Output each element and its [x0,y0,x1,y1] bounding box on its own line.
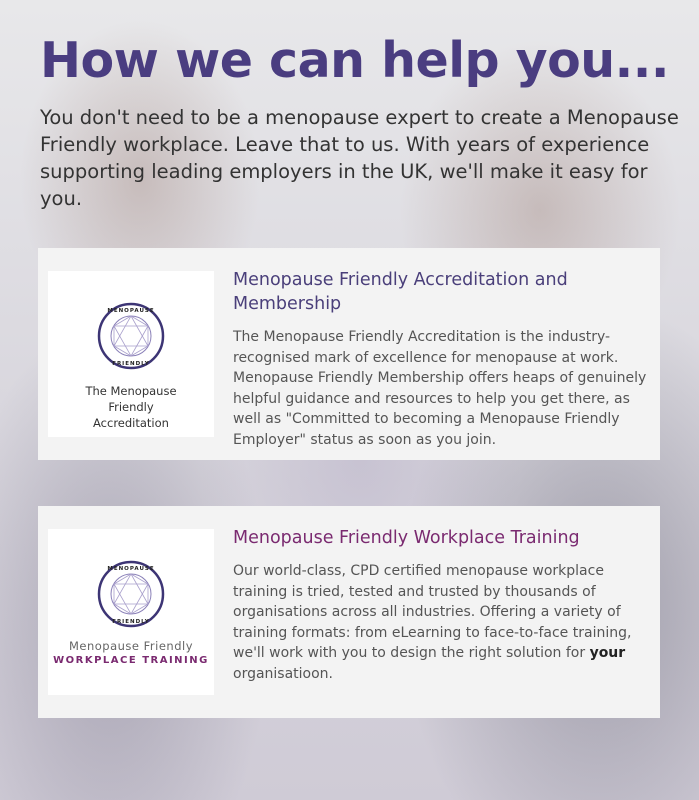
menopause-friendly-badge-icon [96,301,166,371]
svg-text:MENOPAUSE: MENOPAUSE [107,566,155,572]
body-text: Our world-class, CPD certified menopause workplace training is tried, tested and trusted by thousands of organisations across all industries. Offering a variety of training formats: from eLearning to face-to-face training, we'll work with you to design the right solution for [233,563,632,661]
body-text: organisatioon. [233,665,334,682]
training-card [38,506,660,718]
card-title[interactable]: Menopause Friendly Accreditation and Membership [233,270,568,314]
logo-caption: The Menopause Friendly Accreditation [85,384,177,430]
intro-text: You don't need to be a menopause expert to create a Menopause Friendly workplace. Leave that to us. With years of experience supporting leading employers in the UK, we'll make it easy for you. [40,106,679,210]
logo-subcaption: WORKPLACE TRAINING [53,655,209,666]
card-title[interactable]: Menopause Friendly Workplace Training [233,528,580,548]
accreditation-logo [48,271,214,437]
card-body [233,561,658,684]
svg-text:FRIENDLY: FRIENDLY [112,619,150,625]
page-title: How we can help you... [40,32,669,89]
accreditation-card [38,248,660,460]
body-emphasis: your [589,645,626,661]
menopause-friendly-badge-icon [96,559,166,629]
card-body: The Menopause Friendly Accreditation is the industry-recognised mark of excellence for menopause at work. Menopause Friendly Membership offers heaps of genuinely helpful guidance and resources to help you get there, as well as "Committed to becoming a Menopause Friendly Employer" status as soon as you join. [233,329,647,448]
logo-caption: Menopause Friendly [68,639,194,653]
training-logo [48,529,214,695]
svg-text:FRIENDLY: FRIENDLY [112,361,150,367]
svg-text:MENOPAUSE: MENOPAUSE [107,308,155,314]
hero [40,30,680,212]
